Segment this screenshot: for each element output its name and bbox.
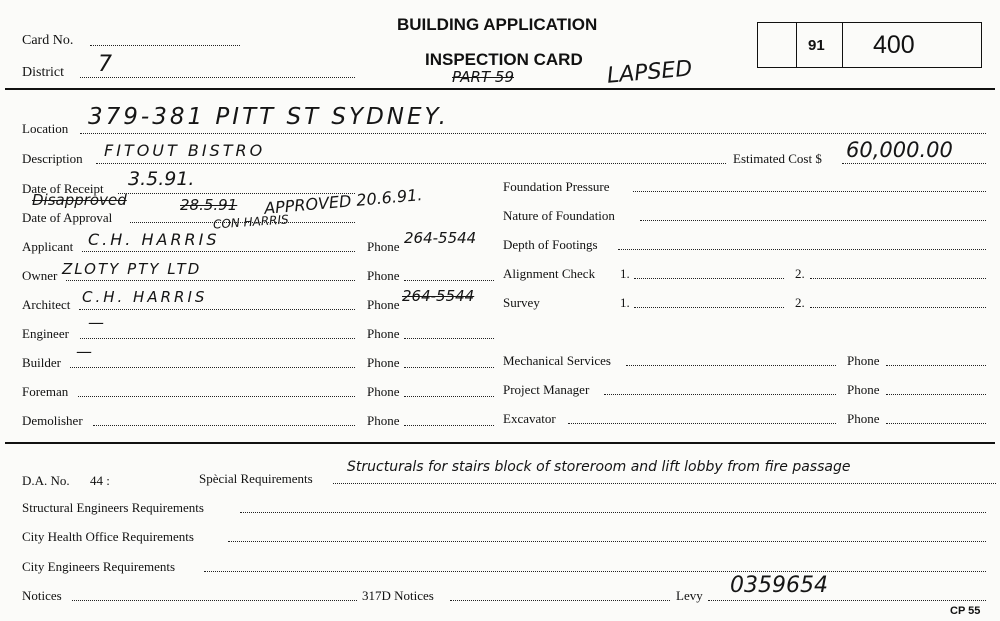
special-requirements-line — [333, 483, 996, 484]
alignment-check-2: 2. — [795, 266, 805, 281]
estimated-cost-value: 60,000.00 — [846, 138, 953, 162]
builder-phone-line — [404, 367, 494, 368]
alignment-check-label: Alignment Check — [503, 266, 596, 281]
estimated-cost-line — [842, 163, 986, 164]
card-no-label: Card No. — [22, 33, 74, 48]
disapproved-date-struck: 28.5.91 — [180, 196, 238, 214]
alignment-check-1-line — [634, 278, 784, 279]
special-requirements-label: Spècial Requirements — [199, 471, 313, 486]
engineer-phone-line — [404, 338, 494, 339]
applicant-phone-value: 264-5544 — [404, 229, 477, 247]
date-of-receipt-label: Date of Receipt — [22, 181, 104, 196]
survey-2: 2. — [795, 295, 805, 310]
demolisher-label: Demolisher — [22, 413, 83, 428]
nature-of-foundation-label: Nature of Foundation — [503, 208, 615, 223]
project-manager-label: Project Manager — [503, 382, 590, 397]
district-value: 7 — [98, 52, 112, 77]
card-no-line — [90, 45, 240, 46]
project-manager-phone-line — [886, 394, 986, 395]
project-manager-line — [604, 394, 836, 395]
architect-line — [79, 309, 355, 310]
estimated-cost-label: Estimated Cost $ — [733, 151, 822, 166]
footer-code: CP 55 — [950, 605, 981, 617]
builder-label: Builder — [22, 355, 61, 370]
city-health-label: City Health Office Requirements — [22, 529, 194, 544]
approval-signature: CON HARRIS — [212, 212, 290, 232]
notices-label: Notices — [22, 588, 62, 603]
date-of-receipt-value: 3.5.91. — [128, 168, 195, 190]
mechanical-services-phone-line — [886, 365, 986, 366]
applicant-value: C.H. HARRIS — [88, 230, 220, 249]
disapproved-struck: Disapproved — [32, 191, 127, 209]
box-number-small: 91 — [808, 37, 825, 54]
survey-label: Survey — [503, 295, 540, 310]
excavator-label: Excavator — [503, 411, 556, 426]
survey-1: 1. — [620, 295, 630, 310]
depth-of-footings-label: Depth of Footings — [503, 237, 598, 252]
mechanical-services-label: Mechanical Services — [503, 353, 611, 368]
excavator-phone-label: Phone — [847, 411, 880, 426]
builder-line — [70, 367, 355, 368]
district-line — [80, 77, 355, 78]
title-line2: INSPECTION CARD — [425, 50, 583, 69]
owner-value: ZLOTY PTY LTD — [62, 260, 202, 278]
nature-of-foundation-line — [640, 220, 986, 221]
part-note: PART 59 — [452, 68, 514, 86]
da-no-label: D.A. No. — [22, 473, 70, 488]
location-line — [80, 133, 986, 134]
levy-line — [708, 600, 986, 601]
status-note: LAPSED — [606, 56, 694, 89]
survey-1-line — [634, 307, 784, 308]
structural-engineers-line — [240, 512, 986, 513]
engineer-label: Engineer — [22, 326, 69, 341]
foreman-line — [78, 396, 355, 397]
alignment-check-1: 1. — [620, 266, 630, 281]
description-line — [96, 163, 726, 164]
foundation-pressure-label: Foundation Pressure — [503, 179, 610, 194]
special-requirements-value: Structurals for stairs block of storeroom and lift lobby from fire passage — [347, 459, 851, 475]
survey-2-line — [810, 307, 986, 308]
applicant-line — [82, 251, 355, 252]
excavator-line — [568, 423, 836, 424]
box-number-large: 400 — [873, 31, 915, 59]
header-divider — [5, 88, 995, 90]
architect-label: Architect — [22, 297, 71, 312]
applicant-phone-label: Phone — [367, 239, 400, 254]
mechanical-services-line — [626, 365, 836, 366]
architect-value: C.H. HARRIS — [82, 288, 208, 306]
foundation-pressure-line — [633, 191, 986, 192]
project-manager-phone-label: Phone — [847, 382, 880, 397]
da-no-value: 44 : — [90, 473, 110, 488]
mechanical-services-phone-label: Phone — [847, 353, 880, 368]
structural-engineers-label: Structural Engineers Requirements — [22, 500, 204, 515]
foreman-label: Foreman — [22, 384, 69, 399]
engineer-value: — — [88, 313, 104, 332]
owner-line — [66, 280, 355, 281]
middle-divider — [5, 442, 995, 444]
owner-label: Owner — [22, 268, 58, 283]
card-number-box — [757, 22, 982, 68]
location-label: Location — [22, 121, 69, 136]
description-value: FITOUT BISTRO — [104, 141, 266, 160]
district-label: District — [22, 65, 64, 80]
foreman-phone-line — [404, 396, 494, 397]
engineer-phone-label: Phone — [367, 326, 400, 341]
owner-phone-line — [404, 280, 494, 281]
builder-phone-label: Phone — [367, 355, 400, 370]
location-value: 379-381 PITT ST SYDNEY. — [88, 104, 449, 130]
foreman-phone-label: Phone — [367, 384, 400, 399]
demolisher-line — [93, 425, 355, 426]
levy-label: Levy — [676, 588, 703, 603]
title-line1: BUILDING APPLICATION — [397, 15, 598, 34]
depth-of-footings-line — [618, 249, 986, 250]
applicant-label: Applicant — [22, 239, 74, 254]
excavator-phone-line — [886, 423, 986, 424]
city-engineers-label: City Engineers Requirements — [22, 559, 176, 574]
description-label: Description — [22, 151, 83, 166]
notices-317d-label: 317D Notices — [362, 588, 434, 603]
engineer-line — [80, 338, 355, 339]
city-engineers-line — [204, 571, 986, 572]
levy-value: 0359654 — [730, 573, 828, 598]
alignment-check-2-line — [810, 278, 986, 279]
owner-phone-label: Phone — [367, 268, 400, 283]
date-of-approval-label: Date of Approval — [22, 210, 113, 225]
builder-value: — — [76, 342, 92, 361]
city-health-line — [228, 541, 986, 542]
demolisher-phone-line — [404, 425, 494, 426]
approved-note: APPROVED 20.6.91. — [263, 185, 424, 218]
notices-317d-line — [450, 600, 670, 601]
notices-line — [72, 600, 357, 601]
demolisher-phone-label: Phone — [367, 413, 400, 428]
architect-phone-value: 264-5544 — [402, 287, 475, 305]
architect-phone-label: Phone — [367, 297, 400, 312]
